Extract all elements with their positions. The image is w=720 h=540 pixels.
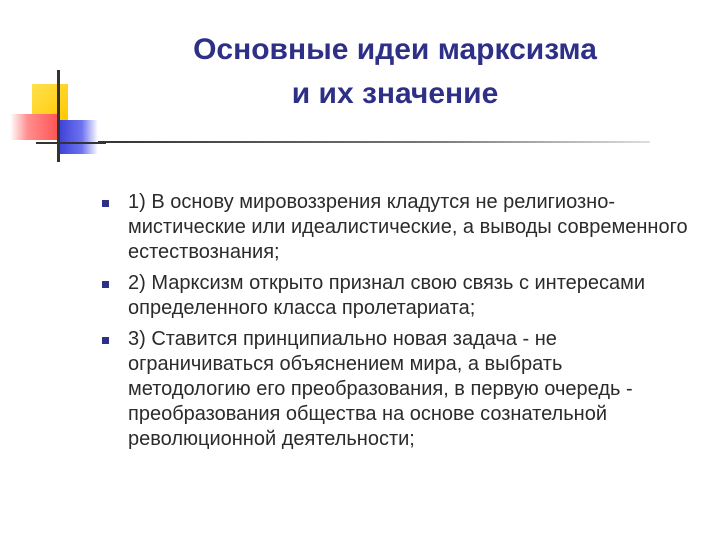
red-square-decoration [10,114,60,140]
decorative-logo [0,70,110,170]
vertical-line-decoration [57,70,60,162]
slide-title [120,28,670,116]
square-bullet-icon [102,200,109,207]
title-divider [98,141,650,143]
bullet-list [100,190,690,458]
title-line-1: Основные идеи марксизма [193,33,597,66]
title-line-2: и их значение [291,77,499,110]
bullet-text: 3) Ставится принципиально новая задача - не ограничиваться объяснением мира, а выбрать методологию его преобразования, в первую очередь - преобразования общества на основе сознательной революционной деятельности; [128,328,633,450]
bullet-item [100,327,690,452]
bullet-text: 2) Марксизм открыто признал свою связь с интересами определенного класса пролетариата; [128,272,646,319]
blue-square-decoration [58,120,98,154]
bullet-text: 1) В основу мировоззрения кладутся не религиозно-мистические или идеалистические, а выводы современного естествознания; [128,191,688,263]
square-bullet-icon [102,281,109,288]
bullet-item [100,190,690,265]
horizontal-line-decoration [36,142,106,144]
bullet-item [100,271,690,321]
square-bullet-icon [102,337,109,344]
